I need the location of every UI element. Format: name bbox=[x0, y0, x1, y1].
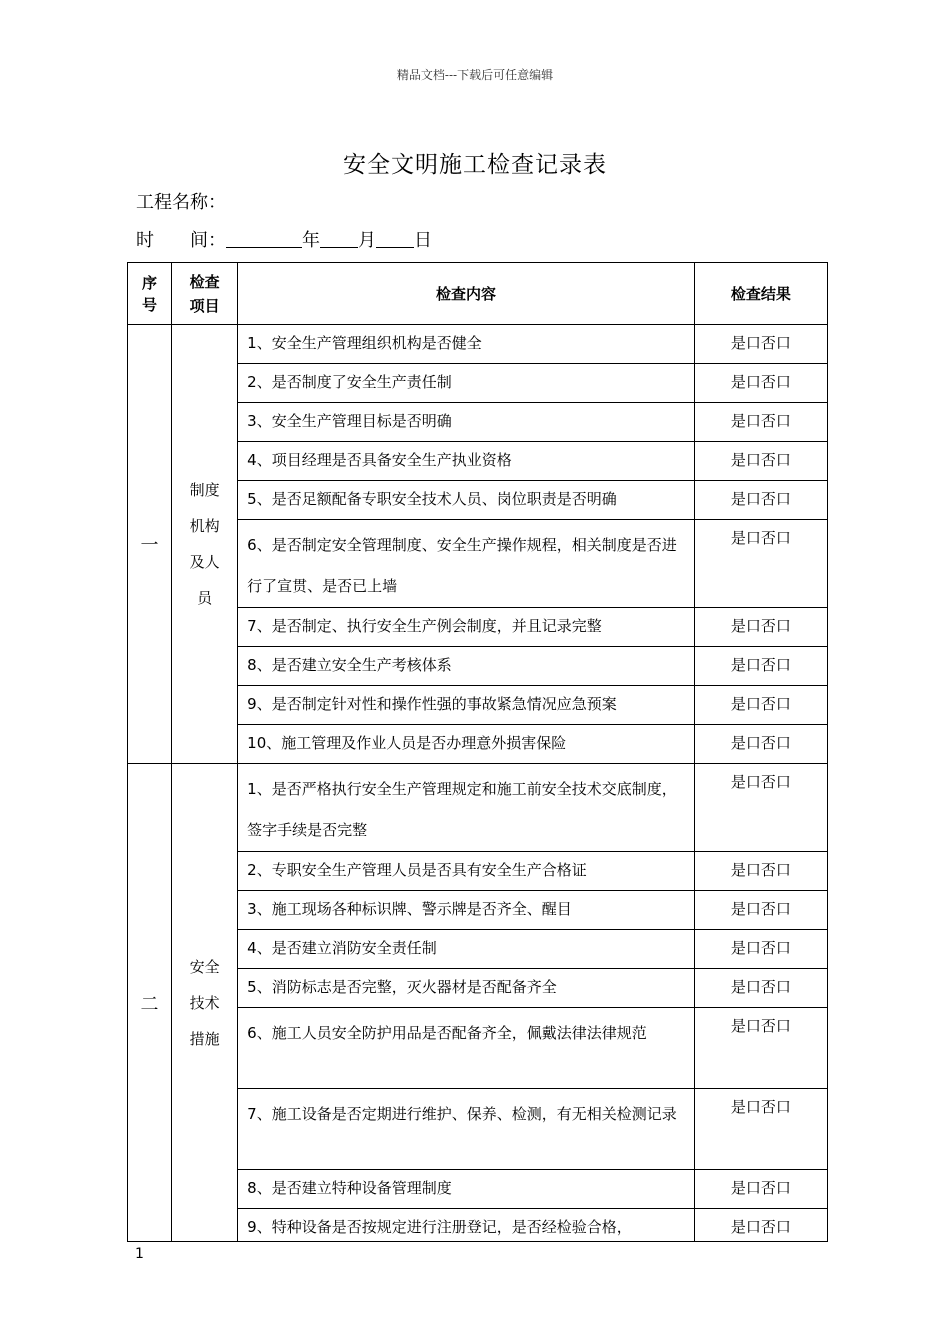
header-no: 序号 bbox=[128, 263, 172, 325]
inspection-table bbox=[127, 262, 828, 1242]
check-content: 7、施工设备是否定期进行维护、保养、检测，有无相关检测记录 bbox=[238, 1089, 695, 1170]
section-number: 二 bbox=[128, 764, 172, 1242]
check-result: 是口否口 bbox=[694, 442, 827, 481]
check-result: 是口否口 bbox=[694, 520, 827, 608]
check-result: 是口否口 bbox=[694, 1170, 827, 1209]
check-result: 是口否口 bbox=[694, 686, 827, 725]
check-result: 是口否口 bbox=[694, 403, 827, 442]
check-content: 5、是否足额配备专职安全技术人员、岗位职责是否明确 bbox=[238, 481, 695, 520]
check-result: 是口否口 bbox=[694, 852, 827, 891]
month-blank bbox=[320, 229, 358, 248]
check-result: 是口否口 bbox=[694, 1209, 827, 1242]
header-item: 检查项目 bbox=[172, 263, 238, 325]
check-content: 2、专职安全生产管理人员是否具有安全生产合格证 bbox=[238, 852, 695, 891]
check-content: 7、是否制定、执行安全生产例会制度，并且记录完整 bbox=[238, 608, 695, 647]
check-result: 是口否口 bbox=[694, 647, 827, 686]
check-content: 1、安全生产管理组织机构是否健全 bbox=[238, 325, 695, 364]
check-result: 是口否口 bbox=[694, 930, 827, 969]
check-content: 5、消防标志是否完整，灭火器材是否配备齐全 bbox=[238, 969, 695, 1008]
check-content: 10、施工管理及作业人员是否办理意外损害保险 bbox=[238, 725, 695, 764]
section-number: 一 bbox=[128, 325, 172, 764]
check-result: 是口否口 bbox=[694, 891, 827, 930]
check-result: 是口否口 bbox=[694, 725, 827, 764]
check-content: 8、是否建立安全生产考核体系 bbox=[238, 647, 695, 686]
check-result: 是口否口 bbox=[694, 1089, 827, 1170]
year-label: 年 bbox=[302, 230, 320, 251]
check-result: 是口否口 bbox=[694, 364, 827, 403]
table-header-row bbox=[128, 263, 828, 325]
day-blank bbox=[376, 229, 414, 248]
check-content: 3、安全生产管理目标是否明确 bbox=[238, 403, 695, 442]
check-content: 4、是否建立消防安全责任制 bbox=[238, 930, 695, 969]
check-content: 3、施工现场各种标识牌、警示牌是否齐全、醒目 bbox=[238, 891, 695, 930]
section-item: 制度机构及人员 bbox=[172, 325, 238, 764]
check-result: 是口否口 bbox=[694, 1008, 827, 1089]
table-row bbox=[128, 325, 828, 364]
date-line bbox=[136, 226, 432, 252]
check-content: 2、是否制度了安全生产责任制 bbox=[238, 364, 695, 403]
page-header: 精品文档---下载后可任意编辑 bbox=[396, 68, 554, 82]
check-result: 是口否口 bbox=[694, 969, 827, 1008]
check-result: 是口否口 bbox=[694, 325, 827, 364]
section-item: 安全技术措施 bbox=[172, 764, 238, 1242]
header-content: 检查内容 bbox=[238, 263, 695, 325]
check-content: 9、是否制定针对性和操作性强的事故紧急情况应急预案 bbox=[238, 686, 695, 725]
project-name-label: 工程名称： bbox=[136, 192, 226, 213]
check-content: 6、是否制定安全管理制度、安全生产操作规程，相关制度是否进行了宣贯、是否已上墙 bbox=[238, 520, 695, 608]
header-result: 检查结果 bbox=[694, 263, 827, 325]
check-content: 9、特种设备是否按规定进行注册登记，是否经检验合格， bbox=[238, 1209, 695, 1242]
day-label: 日 bbox=[414, 230, 432, 251]
date-label: 时 间： bbox=[136, 230, 226, 251]
table-row bbox=[128, 764, 828, 852]
year-blank bbox=[226, 229, 302, 248]
page-number: 1 bbox=[135, 1246, 144, 1262]
check-content: 1、是否严格执行安全生产管理规定和施工前安全技术交底制度，签字手续是否完整 bbox=[238, 764, 695, 852]
check-content: 6、施工人员安全防护用品是否配备齐全，佩戴法律法律规范 bbox=[238, 1008, 695, 1089]
check-content: 8、是否建立特种设备管理制度 bbox=[238, 1170, 695, 1209]
check-result: 是口否口 bbox=[694, 764, 827, 852]
month-label: 月 bbox=[358, 230, 376, 251]
check-result: 是口否口 bbox=[694, 608, 827, 647]
check-content: 4、项目经理是否具备安全生产执业资格 bbox=[238, 442, 695, 481]
check-result: 是口否口 bbox=[694, 481, 827, 520]
page-title: 安全文明施工检查记录表 bbox=[343, 152, 607, 178]
